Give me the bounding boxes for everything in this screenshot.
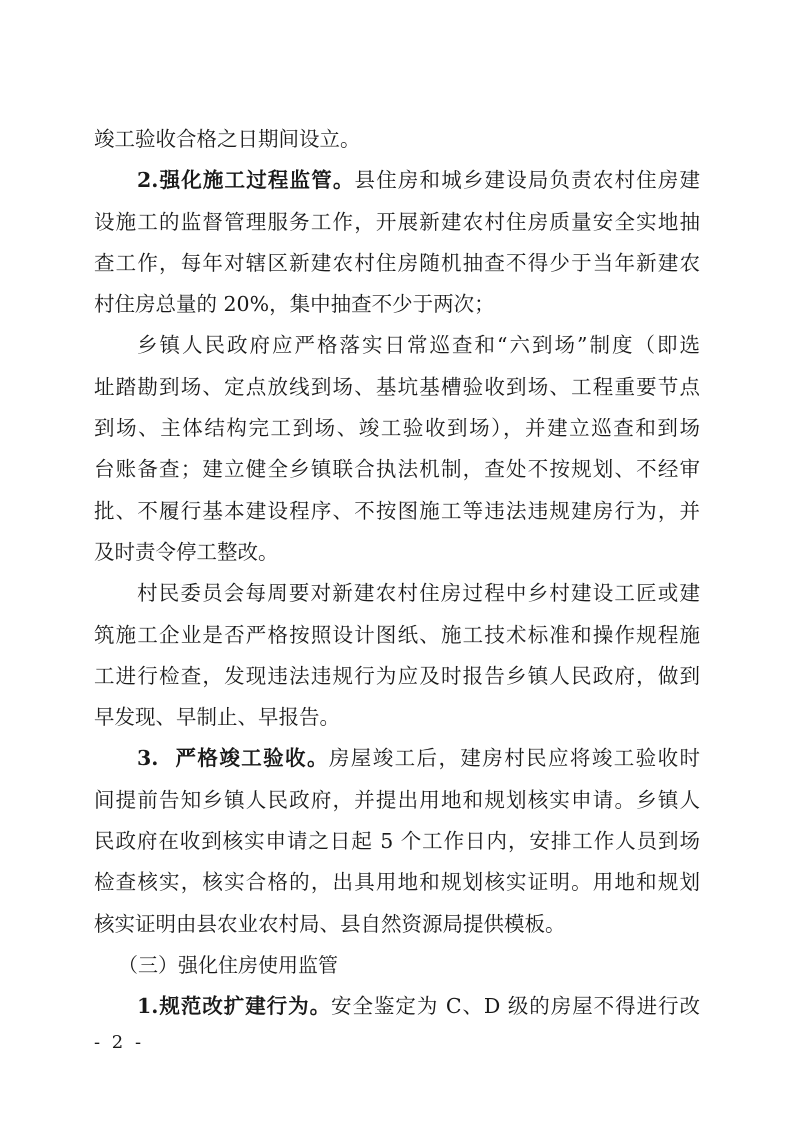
line-text: 工进行检查，发现违法违规行为应及时报告乡镇人民政府，做到 xyxy=(94,663,700,688)
paragraph-line xyxy=(94,202,700,243)
paragraph-line xyxy=(94,697,700,738)
line-text: 台账备查；建立健全乡镇联合执法机制，查处不按规划、不经审 xyxy=(94,457,700,482)
paragraph-line xyxy=(94,532,700,573)
paragraph-line xyxy=(94,656,700,697)
paragraph-line xyxy=(94,243,700,284)
line-text: 址踏勘到场、定点放线到场、基坑基槽验收到场、工程重要节点 xyxy=(94,374,700,399)
paragraph-line xyxy=(94,325,700,366)
paragraph-line xyxy=(94,862,700,903)
paragraph-line xyxy=(94,367,700,408)
subsection-heading xyxy=(94,945,700,986)
paragraph-line xyxy=(94,821,700,862)
line-text: 房屋竣工后，建房村民应将竣工验收时 xyxy=(328,746,700,771)
line-text: 乡镇人民政府应严格落实日常巡查和“六到场”制度（即选 xyxy=(137,333,700,358)
paragraph-line xyxy=(94,408,700,449)
line-text: 到场、主体结构完工到场、竣工验收到场），并建立巡查和到场 xyxy=(94,416,700,441)
line-text: 批、不履行基本建设程序、不按图施工等违法违规建房行为，并 xyxy=(94,498,700,523)
line-text: 安全鉴定为 C、D 级的房屋不得进行改 xyxy=(331,994,700,1019)
section-heading-bold: 1.规范改扩建行为。 xyxy=(137,994,332,1019)
section-heading-bold: 3. 严格竣工验收。 xyxy=(137,746,329,771)
line-text: 村住房总量的 20%，集中抽查不少于两次； xyxy=(94,292,495,317)
line-text: 民政府在收到核实申请之日起 5 个工作日内，安排工作人员到场 xyxy=(94,829,700,854)
paragraph-line xyxy=(94,780,700,821)
page-number: - 2 - xyxy=(94,1032,145,1053)
line-text: 核实证明由县农业农村局、县自然资源局提供模板。 xyxy=(94,911,566,936)
subsection-1-title-line xyxy=(94,986,700,1027)
line-text: 县住房和城乡建设局负责农村住房建 xyxy=(354,168,700,193)
line-text: 及时责令停工整改。 xyxy=(94,539,279,564)
paragraph-line xyxy=(94,615,700,656)
paragraph-line xyxy=(94,119,700,160)
paragraph-line xyxy=(94,284,700,325)
line-text: 查工作，每年对辖区新建农村住房随机抽查不得少于当年新建农 xyxy=(94,250,700,275)
paragraph-line xyxy=(94,449,700,490)
line-text: 检查核实，核实合格的，出具用地和规划核实证明。用地和规划 xyxy=(94,870,700,895)
paragraph-line xyxy=(94,573,700,614)
paragraph-line xyxy=(94,491,700,532)
paragraph-line xyxy=(94,904,700,945)
section-heading-bold: 2.强化施工过程监管。 xyxy=(137,168,355,193)
section-3-title-line xyxy=(94,738,700,779)
heading-text: （三）强化住房使用监管 xyxy=(118,952,338,977)
line-text: 竣工验收合格之日期间设立。 xyxy=(94,127,361,151)
line-text: 设施工的监督管理服务工作，开展新建农村住房质量安全实地抽 xyxy=(94,209,700,234)
document-body xyxy=(94,119,700,1028)
section-2-title-line xyxy=(94,160,700,201)
line-text: 早发现、早制止、早报告。 xyxy=(94,705,340,730)
line-text: 间提前告知乡镇人民政府，并提出用地和规划核实申请。乡镇人 xyxy=(94,787,700,812)
line-text: 村民委员会每周要对新建农村住房过程中乡村建设工匠或建 xyxy=(137,581,700,606)
line-text: 筑施工企业是否严格按照设计图纸、施工技术标准和操作规程施 xyxy=(94,622,700,647)
